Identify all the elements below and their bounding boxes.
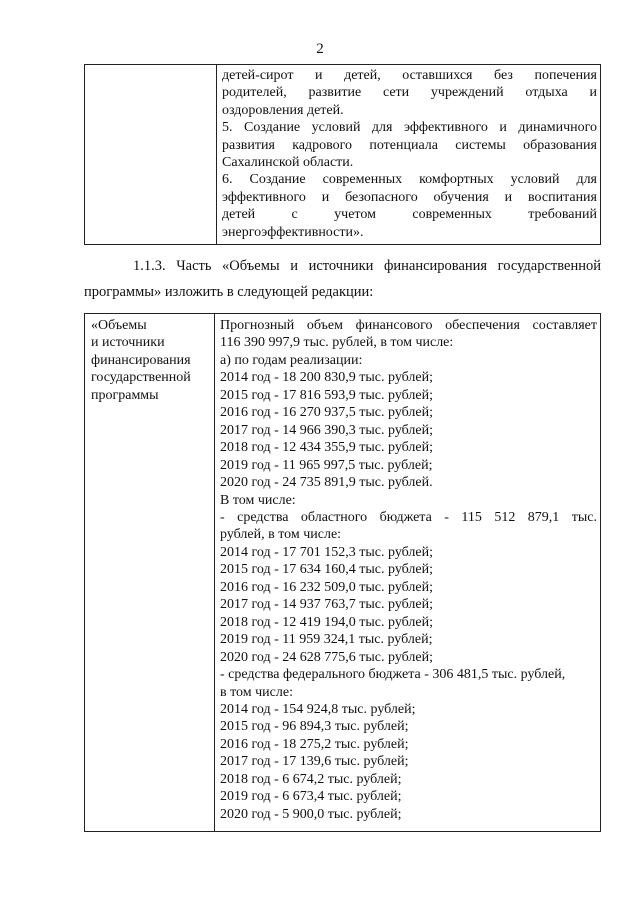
text-line: 2014 год - 17 701 152,3 тыс. рублей;	[220, 544, 434, 560]
table-financing-label-cell	[85, 314, 215, 832]
text-line: 116 390 997,9 тыс. рублей, в том числе:	[220, 335, 454, 351]
text-line: 2020 год - 24 735 891,9 тыс. рублей.	[220, 475, 433, 491]
text-line: детей с учетом современных требований	[222, 207, 597, 223]
text-line: рублей, в том числе:	[220, 527, 342, 543]
text-line: 2020 год - 24 628 775,6 тыс. рублей;	[220, 649, 434, 665]
text-line: эффективного и безопасного обучения и воспитания	[222, 189, 597, 205]
text-line: а) по годам реализации:	[220, 352, 363, 368]
text-line: Прогнозный объем финансового обеспечения составляет	[220, 318, 597, 333]
text-line: 2018 год - 12 434 355,9 тыс. рублей;	[220, 440, 434, 456]
text-line: 2017 год - 14 966 390,3 тыс. рублей;	[220, 422, 434, 438]
text-line: 2014 год - 18 200 830,9 тыс. рублей;	[220, 370, 434, 386]
text-line: детей-сирот и детей, оставшихся без попечения	[222, 68, 597, 83]
text-line: Сахалинской области.	[222, 155, 354, 171]
table-financing	[84, 313, 601, 832]
table-financing-text-cell	[215, 314, 601, 832]
text-line: оздоровления детей.	[222, 102, 344, 118]
text-line: 2014 год - 154 924,8 тыс. рублей;	[220, 701, 416, 717]
text-line: 2018 год - 12 419 194,0 тыс. рублей;	[220, 614, 434, 630]
text-line: развития кадрового потенциала системы образования	[222, 137, 597, 153]
text-line: - средства федерального бюджета - 306 481,5 тыс. рублей,	[220, 667, 566, 683]
paragraph-line-2: программы» изложить в следующей редакции:	[84, 284, 374, 300]
text-line: В том числе:	[220, 492, 296, 508]
text-line: в том числе:	[220, 684, 293, 700]
text-line: 2016 год - 16 232 509,0 тыс. рублей;	[220, 579, 434, 595]
text-line: родителей, развитие сети учреждений отдыха и	[222, 85, 597, 101]
text-line: 2016 год - 16 270 937,5 тыс. рублей;	[220, 405, 434, 421]
label-line: и источники	[91, 335, 165, 351]
text-line: 2015 год - 17 634 160,4 тыс. рублей;	[220, 562, 434, 578]
page-number: 2	[316, 41, 324, 57]
table-goals-continuation	[84, 64, 601, 245]
paragraph-text: 1.1.3. Часть «Объемы и источники финансирования государственной	[133, 258, 601, 274]
label-line: программы	[91, 387, 159, 403]
text-line: 2017 год - 14 937 763,7 тыс. рублей;	[220, 597, 434, 613]
text-line: 2015 год - 17 816 593,9 тыс. рублей;	[220, 387, 434, 403]
text-line: - средства областного бюджета - 115 512 879,1 тыс.	[220, 509, 597, 525]
text-line: 2015 год - 96 894,3 тыс. рублей;	[220, 719, 409, 735]
label-line: государственной	[91, 370, 191, 386]
text-line: 6. Создание современных комфортных условий для	[222, 172, 597, 188]
label-line: «Объемы	[91, 318, 147, 333]
text-line: 5. Создание условий для эффективного и динамичного	[222, 120, 597, 136]
text-line: 2019 год - 11 965 997,5 тыс. рублей;	[220, 457, 433, 473]
table-goals-text-cell	[217, 65, 601, 245]
text-line: 2016 год - 18 275,2 тыс. рублей;	[220, 736, 409, 752]
table-goals-empty-cell	[85, 65, 217, 245]
label-line: финансирования	[91, 352, 191, 368]
text-line: энергоэффективности».	[222, 224, 364, 240]
text-line: 2017 год - 17 139,6 тыс. рублей;	[220, 754, 409, 770]
text-line: 2019 год - 6 673,4 тыс. рублей;	[220, 789, 402, 805]
text-line: 2020 год - 5 900,0 тыс. рублей;	[220, 806, 402, 822]
paragraph-line-1	[84, 258, 601, 275]
text-line: 2019 год - 11 959 324,1 тыс. рублей;	[220, 632, 433, 648]
text-line: 2018 год - 6 674,2 тыс. рублей;	[220, 771, 402, 787]
